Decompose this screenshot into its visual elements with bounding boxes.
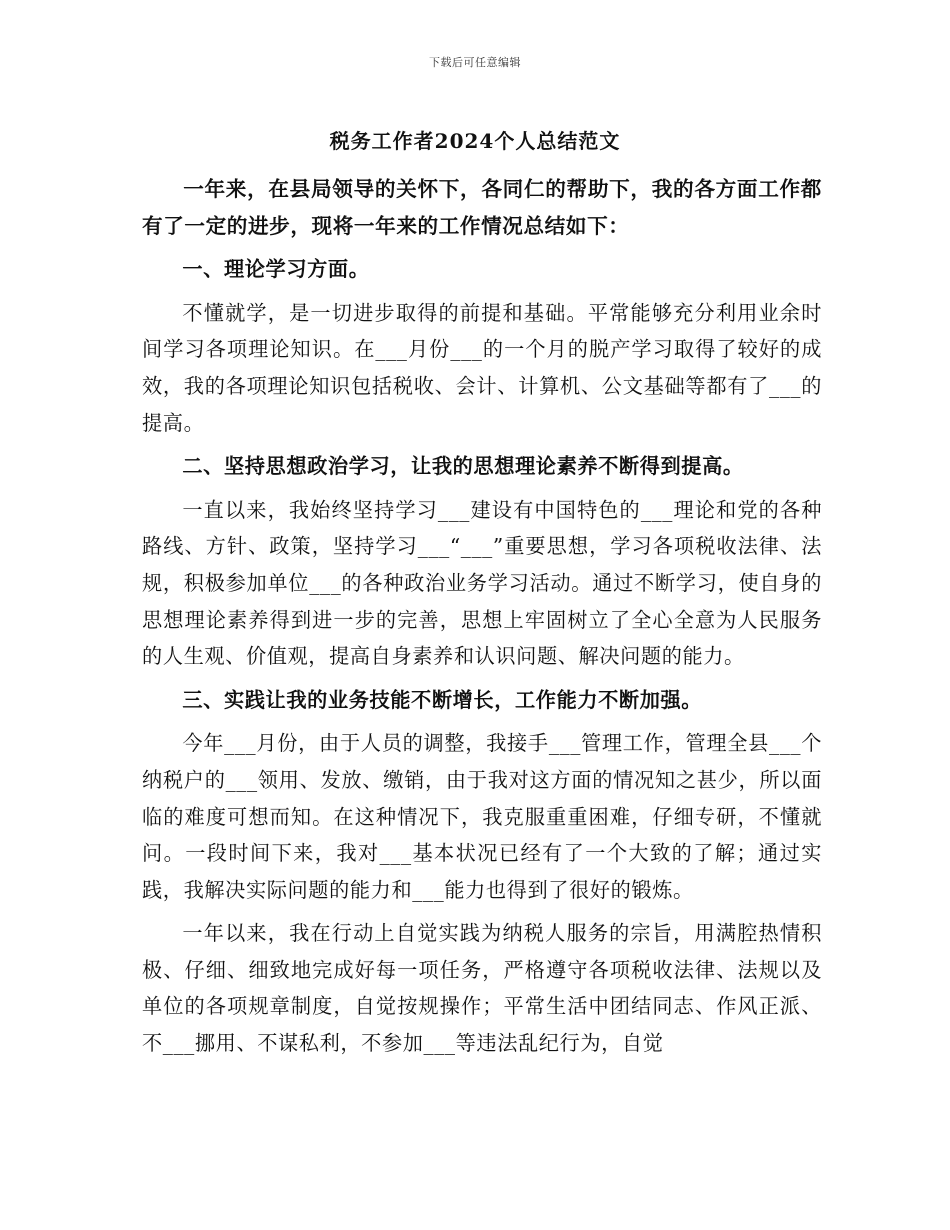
section-heading-2: 二、坚持思想政治学习，让我的思想理论素养不断得到提高。 bbox=[182, 454, 744, 479]
section-heading-3: 三、实践让我的业务技能不断增长，工作能力不断加强。 bbox=[182, 687, 703, 712]
document-body bbox=[142, 171, 822, 1062]
section-body-1: 不懂就学，是一切进步取得的前提和基础。平常能够充分利用业余时间学习各项理论知识。在___月份___的一个月的脱产学习取得了较好的成效，我的各项理论知识包括税收、会计、计算机、公文基础等都有了___的提高。 bbox=[142, 300, 822, 435]
section-body-4: 一年以来，我在行动上自觉实践为纳税人服务的宗旨，用满腔热情积极、仔细、细致地完成好每一项任务，严格遵守各项税收法律、法规以及单位的各项规章制度，自觉按规操作；平常生活中团结同志、作风正派、不___挪用、不谋私利，不参加___等违法乱纪行为，自觉 bbox=[142, 921, 822, 1056]
section-body-3: 今年___月份，由于人员的调整，我接手___管理工作，管理全县___个纳税户的___领用、发放、缴销，由于我对这方面的情况知之甚少，所以面临的难度可想而知。在这种情况下，我克服重重困难，仔细专研，不懂就问。一段时间下来，我对___基本状况已经有了一个大致的了解；通过实践，我解决实际问题的能力和___能力也得到了很好的锻炼。 bbox=[142, 731, 822, 902]
page-header-note: 下载后可任意编辑 bbox=[429, 56, 521, 69]
section-body-2: 一直以来，我始终坚持学习___建设有中国特色的___理论和党的各种路线、方针、政策，坚持学习___“___”重要思想，学习各项税收法律、法规，积极参加单位___的各种政治业务学习活动。通过不断学习，使自身的思想理论素养得到进一步的完善，思想上牢固树立了全心全意为人民服务的人生观、价值观，提高自身素养和认识问题、解决问题的能力。 bbox=[142, 497, 822, 669]
document-title: 税务工作者2024个人总结范文 bbox=[329, 129, 621, 153]
intro-paragraph: 一年来，在县局领导的关怀下，各同仁的帮助下，我的各方面工作都有了一定的进步，现将一年来的工作情况总结如下： bbox=[142, 177, 822, 238]
section-heading-1: 一、理论学习方面。 bbox=[182, 257, 370, 282]
